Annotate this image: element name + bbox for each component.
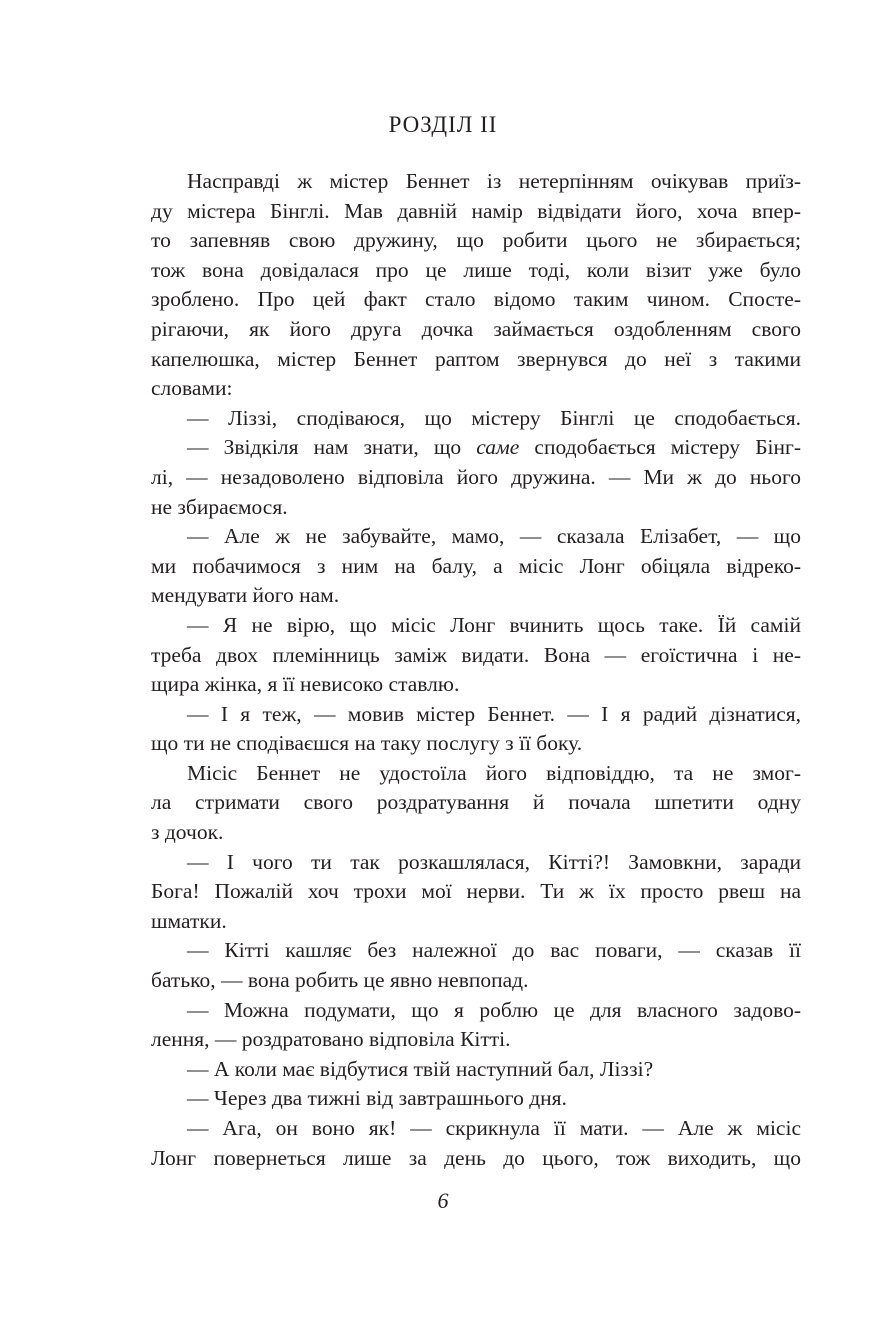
text-line: тож вона довідалася про це лише тоді, коли візит уже було [151,257,801,282]
text-line: — Ага, он воно як! — скрикнула її мати. — Але ж місіс [187,1116,801,1140]
text-line: Лонг повернеться лише за день до цього, тож виходить, що [151,1145,801,1170]
text-line: не збираємося. [151,494,288,519]
text-line: — Через два тижні від завтрашнього дня. [187,1086,567,1111]
text-line: шматки. [151,908,227,933]
text-line: з дочок. [151,820,224,845]
text-line: — А коли має відбутися твій наступний бал, Ліззі? [187,1056,654,1081]
text-line: що ти не сподіваєшся на таку послугу з її боку. [151,731,583,756]
text-line: Насправді ж містер Беннет із нетерпінням очікував приїз- [187,169,801,193]
text-line: ду містера Бінглі. Мав давній намір відвідати його, хоча впер- [151,198,801,223]
text-line: — Можна подумати, що я роблю це для власного задово- [187,997,801,1022]
text-line: — Я не вірю, що місіс Лонг вчинить щось таке. Їй самій [187,612,801,637]
text-line: щира жінка, я її невисоко ставлю. [151,672,460,697]
text-line: капелюшка, містер Беннет раптом звернувся до неї з такими [151,346,801,371]
text-line [151,433,801,463]
text-line: — Ліззі, сподіваюся, що містеру Бінглі це сподобається. [187,405,801,430]
text-line: треба двох племінниць заміж видати. Вона — егоїстична і не- [151,642,801,667]
text-line: лення, — роздратовано відповіла Кітті. [151,1027,511,1052]
text-line: словами: [151,376,233,401]
text-line: батько, — вона робить це явно невпопад. [151,968,529,993]
text-fragment: сподобається містеру Бінг- [519,435,802,460]
text-line: рігаючи, як його друга дочка займається оздобленням свого [151,316,801,341]
text-line: — Але ж не забувайте, мамо, — сказала Елізабет, — що [187,524,801,549]
chapter-text [151,167,801,1173]
text-line: Місіс Беннет не удостоїла його відповіддю, та не змог- [187,760,801,785]
text-line: то запевняв свою дружину, що робити цього не збирається; [151,228,801,253]
text-line: — І я теж, — мовив містер Беннет. — І я радий дізнатися, [187,701,801,726]
text-line: ми побачимося з ним на балу, а місіс Лонг обіцяла відреко- [151,553,801,578]
text-line: — Кітті кашляє без належної до вас поваги, — сказав її [187,938,801,963]
text-line: мендувати його нам. [151,583,340,608]
chapter-title: РОЗДІЛ II [388,112,498,137]
text-line: ла стримати свого роздратування й почала шпетити одну [151,790,801,815]
text-line: Бога! Пожалій хоч трохи мої нерви. Ти ж їх просто рвеш на [151,879,801,904]
text-line: зроблено. Про цей факт стало відомо таким чином. Спосте- [151,287,801,312]
text-line: — І чого ти так розкашлялася, Кітті?! Замовкни, заради [187,849,801,874]
text-line: лі, — незадоволено відповіла його дружина. — Ми ж до нього [151,464,801,489]
emphasized-word: саме [476,435,520,460]
text-fragment: — Звідкіля нам знати, що [187,435,477,460]
page-number: 6 [437,1188,449,1213]
